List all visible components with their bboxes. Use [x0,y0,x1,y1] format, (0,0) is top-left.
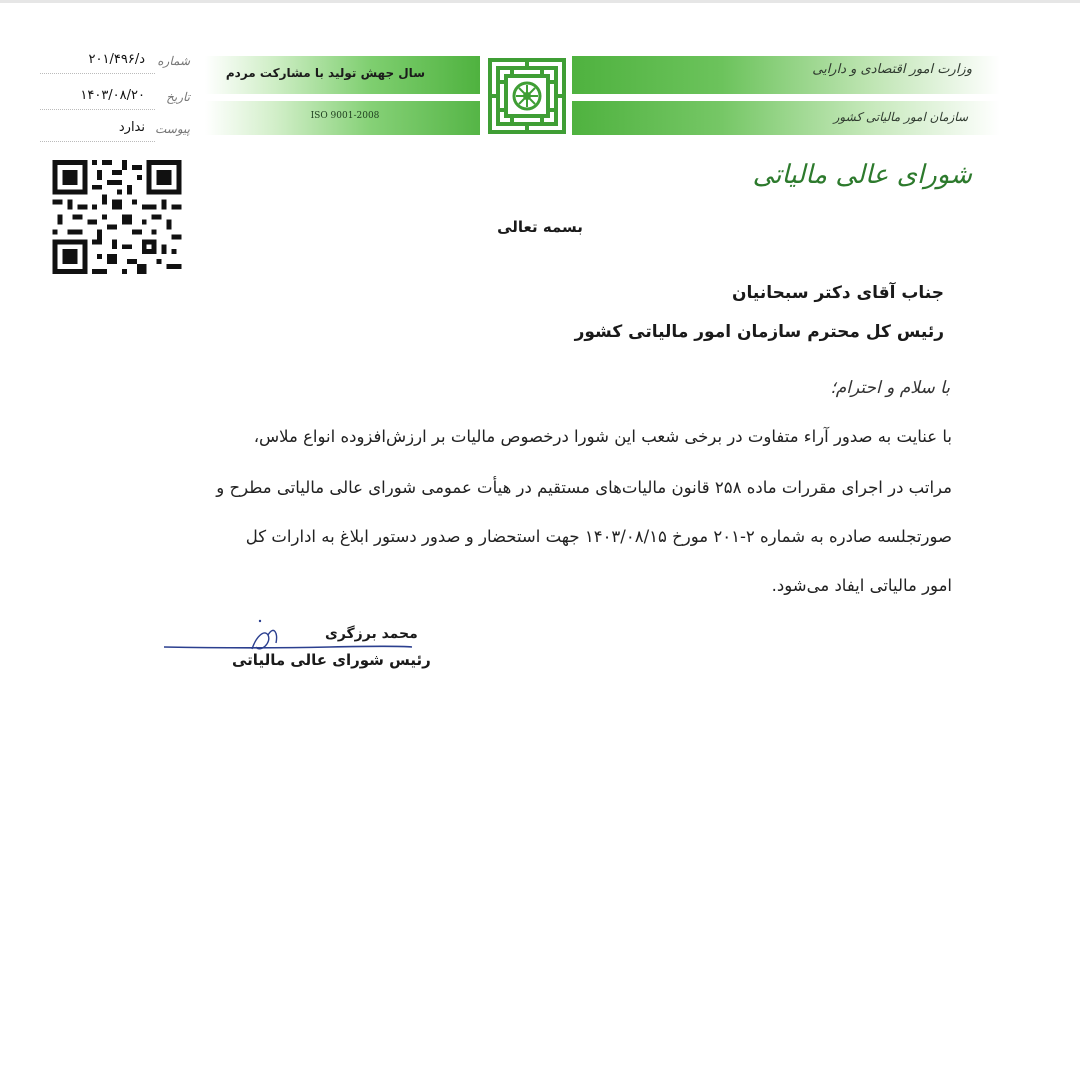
divider [40,73,155,74]
divider [40,141,155,142]
iso-certification: ISO 9001-2008 [310,111,380,121]
divider [40,109,155,110]
letter-date-label: تاریخ [166,90,190,104]
body-line-2: مراتب در اجرای مقررات ماده ۲۵۸ قانون مالیات‌های مستقیم در هیأت عمومی شورای عالی مالیاتی مطرح و [216,478,952,497]
attachment-value: ندارد [118,120,145,135]
greeting: با سلام و احترام؛ [830,378,950,398]
signer-name: محمد برزگری [325,626,418,642]
organization-name: سازمان امور مالیاتی کشور [833,110,968,124]
body-line-4: امور مالیاتی ایفاد می‌شود. [771,576,952,595]
letter-date-row [40,88,200,110]
attachment-label: پیوست [155,122,190,136]
body-line-3: صورتجلسه صادره به شماره ۲-۲۰۱ مورخ ۱۴۰۳/۰۸/۱۵ جهت استحضار و صدور دستور ابلاغ به ادارات کل [245,527,952,546]
year-slogan: سال جهش تولید با مشارکت مردم [225,66,425,80]
addressee-title: رئیس کل محترم سازمان امور مالیاتی کشور [574,322,944,342]
tax-organization-emblem-icon [486,56,568,136]
body-line-1: با عنایت به صدور آراء متفاوت در برخی شعب این شورا درخصوص مالیات بر ارزش‌افزوده انواع ملاس، [253,427,952,446]
signer-title: رئیس شورای عالی مالیاتی [232,651,431,669]
letter-number-row [40,52,200,74]
bismillah: بسمه تعالی [497,218,583,236]
ministry-name: وزارت امور اقتصادی و دارایی [812,62,972,77]
qr-code [52,160,182,274]
letter-date: ۱۴۰۳/۰۸/۲۰ [80,88,145,103]
letter-number: د/۲۰۱/۴۹۶ [88,52,145,67]
addressee-name: جناب آقای دکتر سبحانیان [732,283,944,303]
top-border [0,0,1080,3]
letter-number-label: شماره [157,54,190,68]
attachment-row [40,120,200,142]
council-title: شورای عالی مالیاتی [752,160,972,190]
